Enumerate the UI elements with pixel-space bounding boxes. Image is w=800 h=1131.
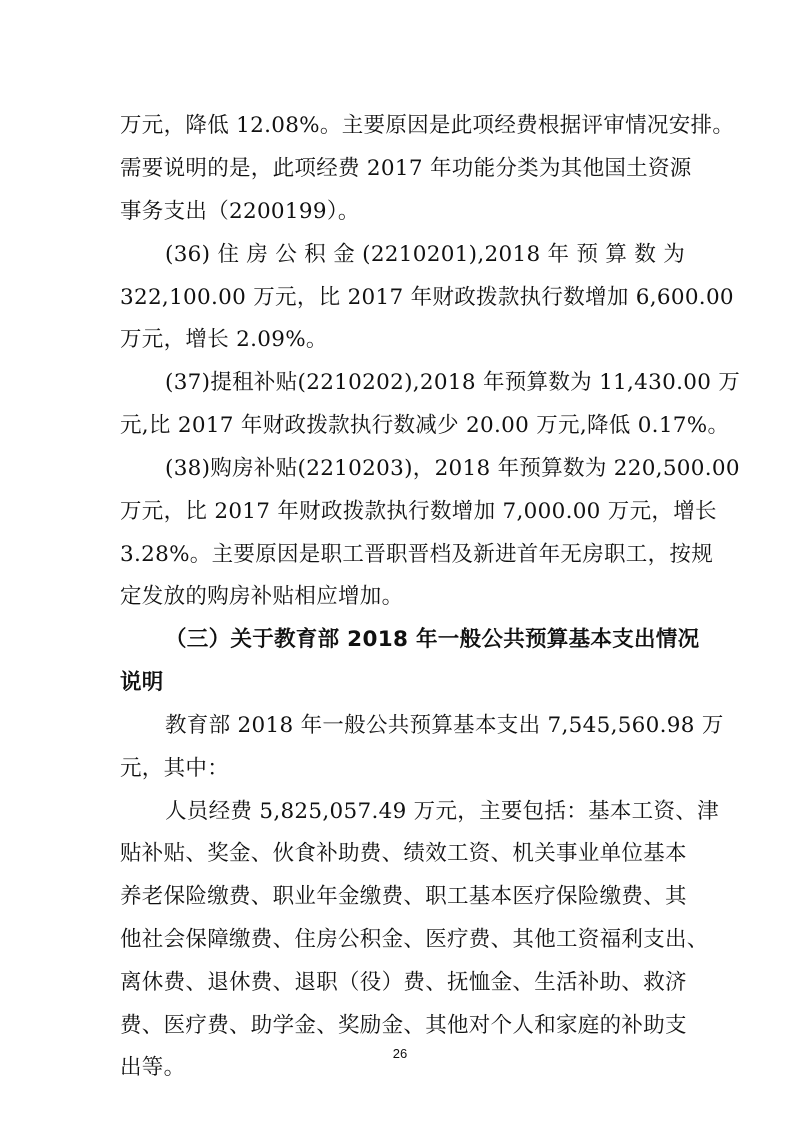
text-line: 养老保险缴费、职业年金缴费、职工基本医疗保险缴费、其 bbox=[120, 884, 687, 909]
text-line: 定发放的购房补贴相应增加。 bbox=[120, 584, 404, 609]
text-line: 出等。 bbox=[120, 1055, 186, 1080]
text-line: 人员经费 5,825,057.49 万元，主要包括：基本工资、津 bbox=[165, 799, 719, 824]
text-line: 万元，降低 12.08%。主要原因是此项经费根据评审情况安排。 bbox=[120, 113, 735, 138]
text-line: (36) 住 房 公 积 金 (2210201),2018 年 预 算 数 为 bbox=[165, 242, 686, 267]
text-line: 322,100.00 万元，比 2017 年财政拨款执行数增加 6,600.00 bbox=[120, 285, 734, 310]
section-heading: （三）关于教育部 2018 年一般公共预算基本支出情况 bbox=[165, 627, 700, 652]
text-line: 元,比 2017 年财政拨款执行数减少 20.00 万元,降低 0.17%。 bbox=[120, 413, 730, 438]
text-line: 事务支出（2200199）。 bbox=[120, 199, 360, 224]
text-line: (38)购房补贴(2210203)，2018 年预算数为 220,500.00 bbox=[165, 456, 740, 481]
section-heading: 说明 bbox=[120, 670, 164, 695]
text-line: 贴补贴、奖金、伙食补助费、绩效工资、机关事业单位基本 bbox=[120, 841, 687, 866]
text-line: 需要说明的是，此项经费 2017 年功能分类为其他国土资源 bbox=[120, 156, 692, 181]
text-line: 3.28%。主要原因是职工晋职晋档及新进首年无房职工，按规 bbox=[120, 542, 714, 567]
text-line: 万元，比 2017 年财政拨款执行数增加 7,000.00 万元，增长 bbox=[120, 499, 717, 524]
text-line: (37)提租补贴(2210202),2018 年预算数为 11,430.00 万 bbox=[165, 370, 741, 395]
text-line: 离休费、退休费、退职（役）费、抚恤金、生活补助、救济 bbox=[120, 970, 687, 995]
text-line: 教育部 2018 年一般公共预算基本支出 7,545,560.98 万 bbox=[165, 713, 724, 738]
text-line: 费、医疗费、助学金、奖励金、其他对个人和家庭的补助支 bbox=[120, 1013, 687, 1038]
text-line: 元，其中： bbox=[120, 756, 230, 781]
text-line: 他社会保障缴费、住房公积金、医疗费、其他工资福利支出、 bbox=[120, 927, 709, 952]
text-line: 万元，增长 2.09%。 bbox=[120, 327, 328, 352]
page-number: 26 bbox=[392, 1046, 408, 1061]
